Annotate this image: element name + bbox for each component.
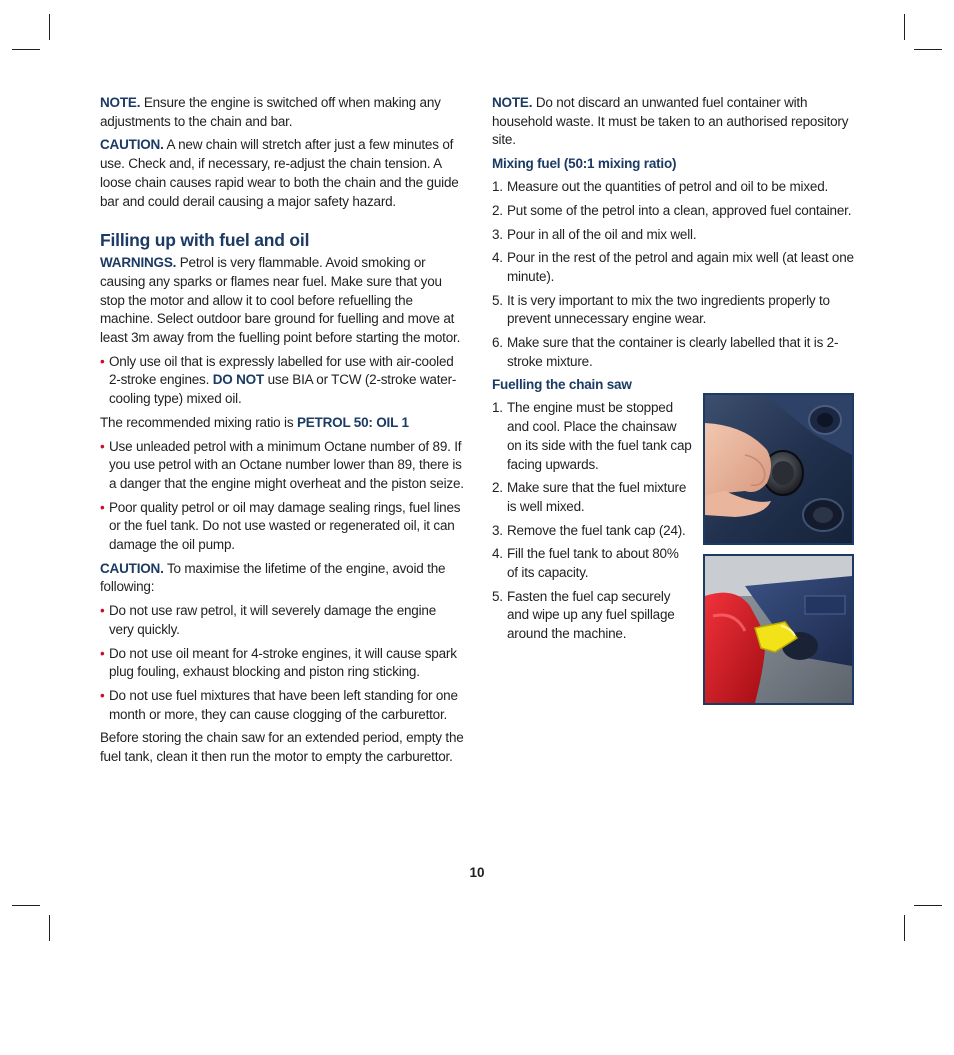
list-item: • Do not use oil meant for 4-stroke engines, it will cause spark plug fouling, exhaust blocking and piston ring sticking. xyxy=(100,645,457,680)
bullet-icon: • xyxy=(100,353,105,369)
list-item: • Only use oil that is expressly labelled for use with air-cooled 2-stroke engines. DO NOT use BIA or TCW (2-stroke water-cooling type) mixed oil. xyxy=(100,353,457,407)
fuel-cap-illustration xyxy=(705,395,852,543)
list-item: 1. Measure out the quantities of petrol and oil to be mixed. xyxy=(492,179,829,195)
mixing-heading: Mixing fuel (50:1 mixing ratio) xyxy=(492,156,677,172)
left-column xyxy=(100,94,464,772)
fuelling-heading: Fuelling the chain saw xyxy=(492,377,632,393)
list-item: 5. Fasten the fuel cap securely and wipe up any fuel spillage around the machine. xyxy=(492,588,675,642)
bullet-icon: • xyxy=(100,499,105,515)
caution-paragraph: CAUTION. To maximise the lifetime of the engine, avoid the following: xyxy=(100,560,446,595)
list-item: 4. Pour in the rest of the petrol and again mix well (at least one minute). xyxy=(492,250,854,284)
crop-mark xyxy=(49,14,50,40)
crop-mark xyxy=(904,915,905,941)
bullet-icon: • xyxy=(100,603,105,619)
avoid-bullet-list xyxy=(100,602,464,724)
ratio-paragraph: The recommended mixing ratio is PETROL 50: OIL 1 xyxy=(100,414,409,430)
fuel-can-photo xyxy=(703,554,854,705)
section-heading: Filling up with fuel and oil xyxy=(100,230,310,251)
note-paragraph: NOTE. Ensure the engine is switched off when making any adjustments to the chain and bar. xyxy=(100,95,441,129)
list-item: 6. Make sure that the container is clearly labelled that it is 2-stroke mixture. xyxy=(492,335,839,369)
mixing-steps-list xyxy=(492,178,854,371)
fuelling-steps-list xyxy=(492,399,692,643)
list-item: 4. Fill the fuel tank to about 80% of its capacity. xyxy=(492,546,679,581)
crop-mark xyxy=(12,49,40,50)
warnings-paragraph: WARNINGS. Petrol is very flammable. Avoid smoking or causing any sparks or flames near fuel. Make sure that you stop the motor and allow it to cool before refuelling the machine. Select outdoor bare ground for fuelling and move at least 3m away from the fuelling point before starting the motor. xyxy=(100,255,461,346)
list-item: • Poor quality petrol or oil may damage sealing rings, fuel lines or the fuel tank. Do not use wasted or regenerated oil, it can damage the oil pump. xyxy=(100,499,461,553)
oil-bullet-list xyxy=(100,353,464,409)
crop-mark xyxy=(914,49,942,50)
caution-paragraph: CAUTION. A new chain will stretch after just a few minutes of use. Check and, if necessary, re-adjust the chain tension. A loose chain causes rapid wear to both the chain and the guide bar and could derail causing a major safety hazard. xyxy=(100,137,459,209)
fuel-cap-photo xyxy=(703,393,854,545)
crop-mark xyxy=(49,915,50,941)
list-item: 2. Make sure that the fuel mixture is well mixed. xyxy=(492,480,687,514)
list-item: • Use unleaded petrol with a minimum Octane number of 89. If you use petrol with an Octane number lower than 89, there is a danger that the engine might overheat and the piston seize. xyxy=(100,438,464,491)
note-paragraph: NOTE. Do not discard an unwanted fuel container with household waste. It must be taken to an authorised repository site. xyxy=(492,95,849,148)
page-number: 10 xyxy=(469,865,485,880)
bullet-icon: • xyxy=(100,687,105,703)
fuel-can-illustration xyxy=(705,556,852,703)
list-item: • Do not use fuel mixtures that have been left standing for one month or more, they can cause clogging of the carburettor. xyxy=(100,687,458,722)
list-item: 3. Remove the fuel tank cap (24). xyxy=(492,522,686,538)
fuel-bullet-list xyxy=(100,438,464,555)
crop-mark xyxy=(12,905,40,906)
list-item: 1. The engine must be stopped and cool. Place the chainsaw on its side with the fuel tank cap facing upwards. xyxy=(492,400,692,472)
crop-mark xyxy=(904,14,905,40)
bullet-icon: • xyxy=(100,438,105,454)
crop-mark xyxy=(914,905,942,906)
list-item: 2. Put some of the petrol into a clean, approved fuel container. xyxy=(492,202,852,218)
list-item: 5. It is very important to mix the two ingredients properly to prevent unnecessary engine wear. xyxy=(492,292,830,327)
list-item: • Do not use raw petrol, it will severely damage the engine very quickly. xyxy=(100,603,437,637)
storing-paragraph: Before storing the chain saw for an extended period, empty the fuel tank, clean it then run the motor to empty the carburettor. xyxy=(100,730,464,765)
list-item: 3. Pour in all of the oil and mix well. xyxy=(492,226,697,242)
bullet-icon: • xyxy=(100,645,105,661)
